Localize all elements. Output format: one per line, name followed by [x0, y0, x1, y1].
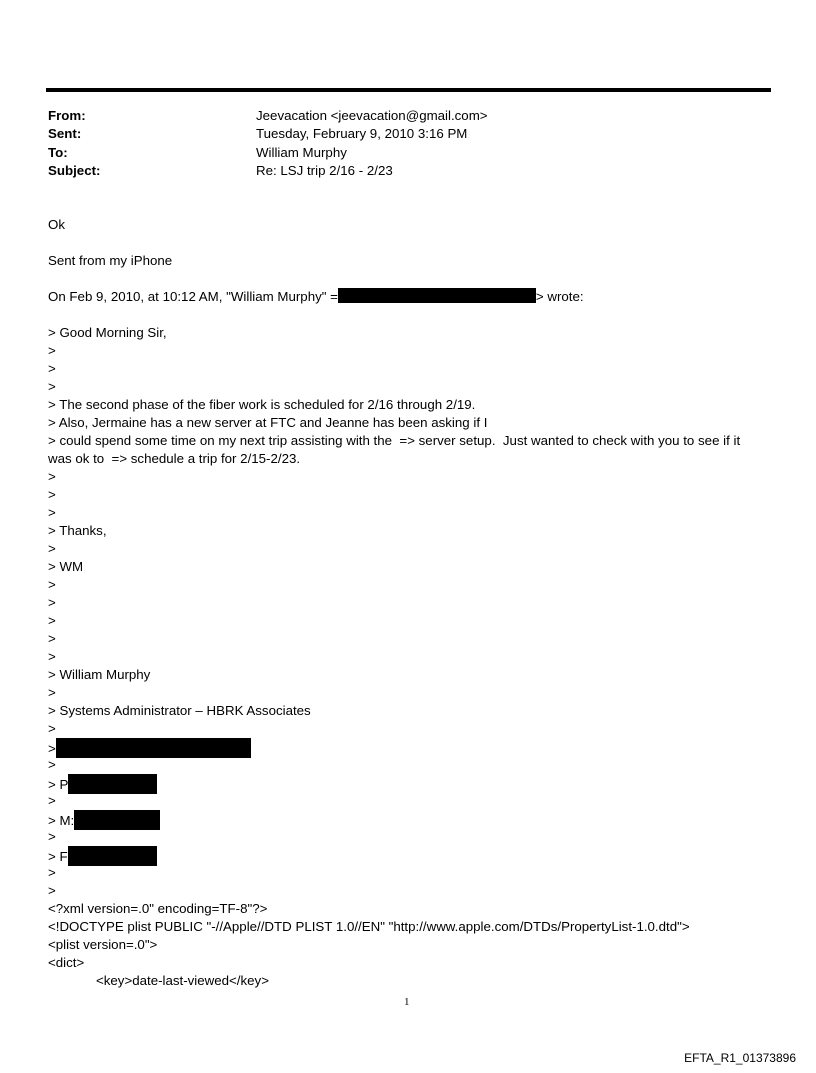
quoted-line: >: [48, 649, 56, 664]
quote-intro: [48, 288, 584, 306]
quoted-line: > Good Morning Sir,: [48, 325, 167, 340]
quoted-line: >: [48, 379, 56, 394]
quote-intro-before: On Feb 9, 2010, at 10:12 AM, "William Murphy" =: [48, 289, 338, 304]
document-id: EFTA_R1_01373896: [684, 1051, 796, 1065]
quoted-line: >: [48, 487, 56, 502]
fax-prefix: > F: [48, 849, 68, 864]
from-value: Jeevacation <jeevacation@gmail.com>: [256, 108, 488, 123]
quoted-line: >: [48, 505, 56, 520]
quoted-line: >: [48, 829, 56, 844]
redaction-block: [74, 810, 160, 830]
redaction-block: [68, 846, 157, 866]
signature-text: Sent from my iPhone: [48, 253, 173, 268]
redaction-block: [56, 738, 251, 758]
quoted-line: >: [48, 469, 56, 484]
redacted-address-line: [48, 738, 251, 758]
xml-line: <!DOCTYPE plist PUBLIC "-//Apple//DTD PLIST 1.0//EN" "http://www.apple.com/DTDs/PropertyList-1.0.dtd">: [48, 919, 690, 934]
phone-line: [48, 774, 157, 794]
quoted-line: > WM: [48, 559, 84, 574]
quoted-line: >: [48, 721, 56, 736]
quoted-line: > could spend some time on my next trip assisting with the => server setup. Just wanted to check with you to see if it: [48, 433, 741, 448]
sent-label: Sent:: [48, 126, 82, 141]
to-value: William Murphy: [256, 145, 347, 160]
quoted-line: >: [48, 631, 56, 646]
xml-line: <dict>: [48, 955, 85, 970]
quoted-line: >: [48, 613, 56, 628]
to-label: To:: [48, 145, 68, 160]
quote-intro-after: > wrote:: [535, 289, 584, 304]
header-rule: [46, 88, 771, 92]
quoted-line: >: [48, 577, 56, 592]
reply-text: Ok: [48, 217, 65, 232]
xml-line: <plist version=.0">: [48, 937, 158, 952]
quoted-line: >: [48, 361, 56, 376]
from-label: From:: [48, 108, 86, 123]
subject-label: Subject:: [48, 163, 101, 178]
quoted-line: > Thanks,: [48, 523, 107, 538]
redaction-block: [338, 288, 536, 303]
quoted-line: > Also, Jermaine has a new server at FTC and Jeanne has been asking if I: [48, 415, 488, 430]
subject-value: Re: LSJ trip 2/16 - 2/23: [256, 163, 393, 178]
page-number: 1: [404, 996, 410, 1008]
quoted-line: >: [48, 343, 56, 358]
quote-marker: >: [48, 741, 56, 756]
quoted-line: >: [48, 793, 56, 808]
mobile-line: [48, 810, 160, 830]
xml-line: <key>date-last-viewed</key>: [96, 973, 269, 988]
phone-prefix: > P: [48, 777, 69, 792]
sent-value: Tuesday, February 9, 2010 3:16 PM: [256, 126, 468, 141]
quoted-line: >: [48, 865, 56, 880]
quoted-line: >: [48, 595, 56, 610]
xml-line: <?xml version=.0" encoding=TF-8"?>: [48, 901, 268, 916]
quoted-line: > The second phase of the fiber work is scheduled for 2/16 through 2/19.: [48, 397, 476, 412]
quoted-line: > Systems Administrator – HBRK Associates: [48, 703, 311, 718]
quoted-line: >: [48, 541, 56, 556]
quoted-line: >: [48, 883, 56, 898]
quoted-line: >: [48, 685, 56, 700]
fax-line: [48, 846, 157, 866]
quoted-line: >: [48, 757, 56, 772]
quoted-line: was ok to => schedule a trip for 2/15-2/23.: [48, 451, 301, 466]
quoted-line: > William Murphy: [48, 667, 151, 682]
mobile-prefix: > M:: [48, 813, 75, 828]
redaction-block: [68, 774, 157, 794]
